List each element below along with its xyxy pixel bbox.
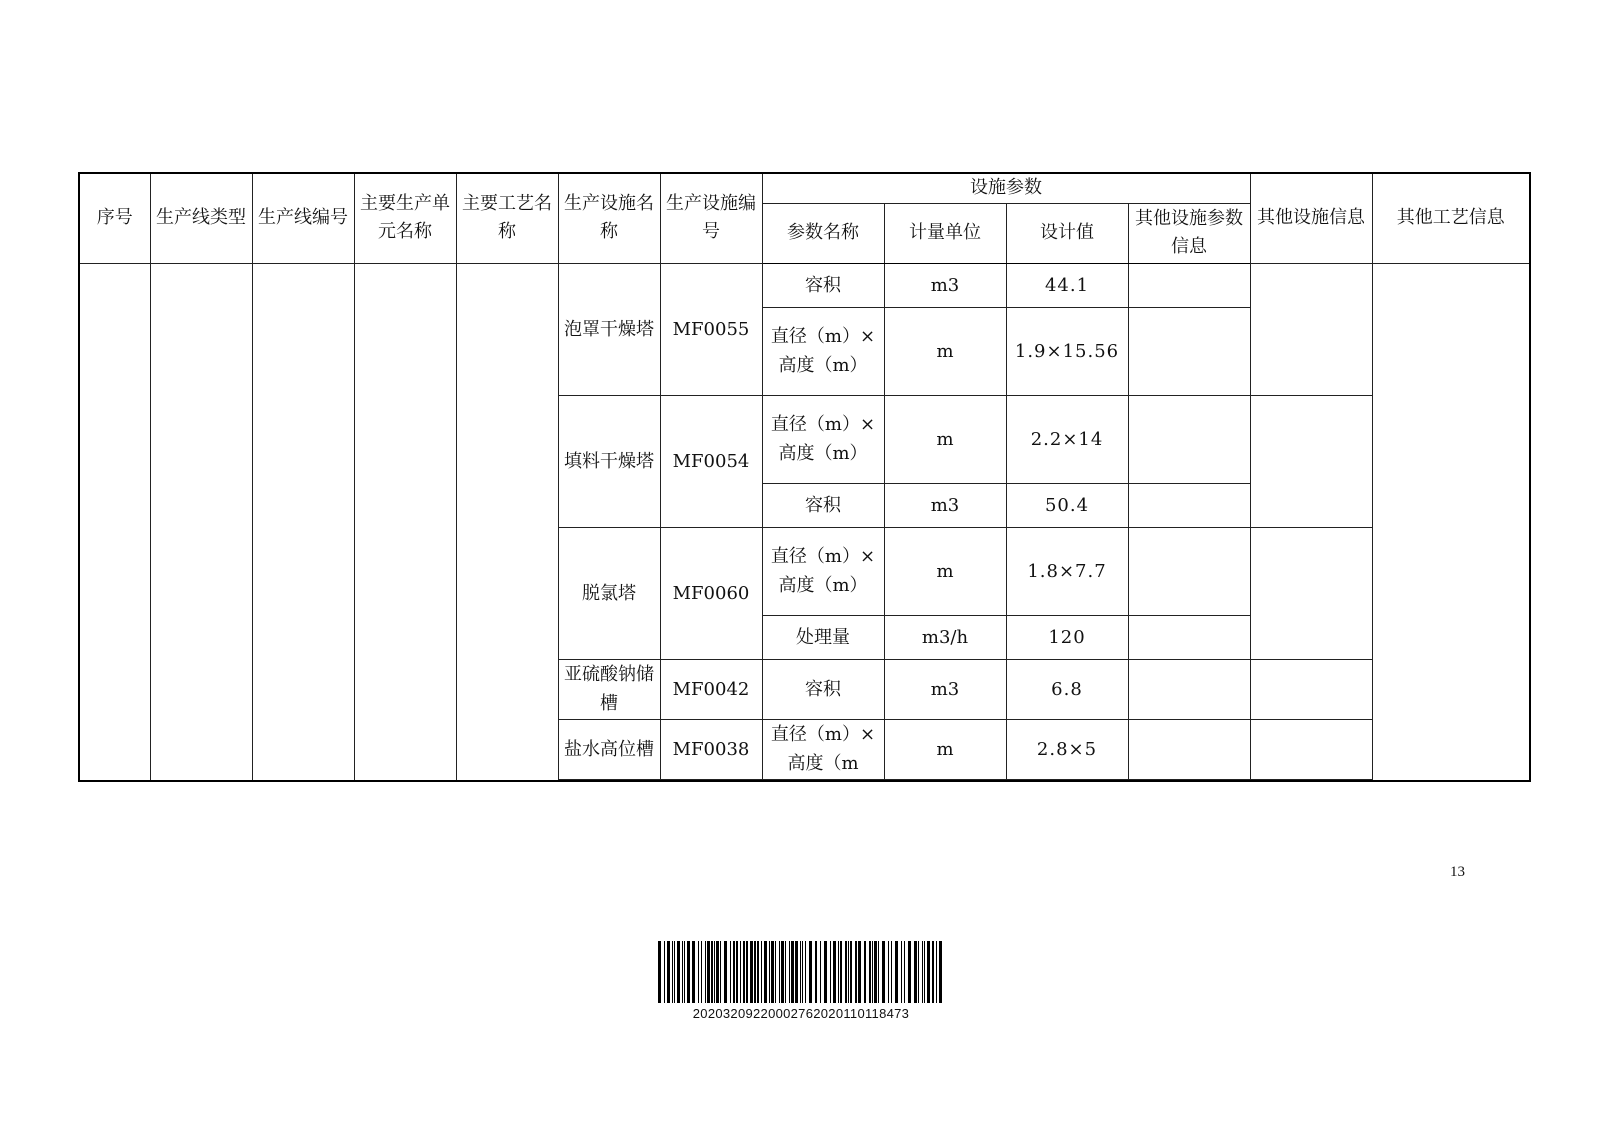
other-params-cell xyxy=(1128,395,1250,483)
header-facility-name: 生产设施名称 xyxy=(558,173,660,263)
param-name-cell: 直径（m）×高度（m xyxy=(762,719,884,779)
line-no-cell xyxy=(252,263,354,781)
facility-name-cell: 脱氯塔 xyxy=(558,527,660,659)
header-design-value: 设计值 xyxy=(1006,203,1128,263)
param-unit-cell: m xyxy=(884,395,1006,483)
facility-code-cell: MF0060 xyxy=(660,527,762,659)
facility-table xyxy=(78,172,1531,782)
param-value-cell: 6.8 xyxy=(1006,659,1128,719)
main-process-cell xyxy=(456,263,558,781)
header-params-group: 设施参数 xyxy=(762,173,1250,203)
other-params-cell xyxy=(1128,483,1250,527)
header-seq: 序号 xyxy=(79,173,150,263)
param-name-cell: 处理量 xyxy=(762,615,884,659)
facility-name-cell: 填料干燥塔 xyxy=(558,395,660,527)
param-value-cell: 1.8×7.7 xyxy=(1006,527,1128,615)
other-params-cell xyxy=(1128,659,1250,719)
param-name-cell: 直径（m）×高度（m） xyxy=(762,395,884,483)
param-unit-cell: m xyxy=(884,527,1006,615)
param-value-cell: 2.8×5 xyxy=(1006,719,1128,779)
header-main-unit: 主要生产单元名称 xyxy=(354,173,456,263)
facility-code-cell: MF0042 xyxy=(660,659,762,719)
page-number: 13 xyxy=(1450,864,1465,880)
header-line-no: 生产线编号 xyxy=(252,173,354,263)
other-params-cell xyxy=(1128,307,1250,395)
other-facility-cell xyxy=(1250,527,1372,659)
other-facility-cell xyxy=(1250,395,1372,527)
header-unit: 计量单位 xyxy=(884,203,1006,263)
param-unit-cell: m3 xyxy=(884,263,1006,307)
seq-cell xyxy=(79,263,150,781)
other-facility-cell xyxy=(1250,263,1372,395)
header-main-process: 主要工艺名称 xyxy=(456,173,558,263)
param-unit-cell: m3 xyxy=(884,659,1006,719)
header-other-params: 其他设施参数信息 xyxy=(1128,203,1250,263)
param-name-cell: 容积 xyxy=(762,263,884,307)
param-value-cell: 120 xyxy=(1006,615,1128,659)
header-param-name: 参数名称 xyxy=(762,203,884,263)
header-facility-code: 生产设施编号 xyxy=(660,173,762,263)
facility-code-cell: MF0055 xyxy=(660,263,762,395)
other-facility-cell xyxy=(1250,719,1372,779)
other-params-cell xyxy=(1128,527,1250,615)
header-other-process: 其他工艺信息 xyxy=(1372,173,1530,263)
table-row xyxy=(79,263,1530,307)
header-line-type: 生产线类型 xyxy=(150,173,252,263)
other-params-cell xyxy=(1128,263,1250,307)
main-unit-cell xyxy=(354,263,456,781)
param-name-cell: 直径（m）×高度（m） xyxy=(762,527,884,615)
param-value-cell: 2.2×14 xyxy=(1006,395,1128,483)
param-unit-cell: m3 xyxy=(884,483,1006,527)
facility-code-cell: MF0054 xyxy=(660,395,762,527)
param-value-cell: 50.4 xyxy=(1006,483,1128,527)
other-params-cell xyxy=(1128,615,1250,659)
param-unit-cell: m3/h xyxy=(884,615,1006,659)
barcode-graphic xyxy=(656,941,946,1003)
barcode-number: 20203209220002762020110118473 xyxy=(692,1006,910,1021)
param-value-cell: 1.9×15.56 xyxy=(1006,307,1128,395)
param-name-cell: 直径（m）×高度（m） xyxy=(762,307,884,395)
other-process-cell xyxy=(1372,263,1530,781)
facility-code-cell: MF0038 xyxy=(660,719,762,779)
facility-name-cell: 泡罩干燥塔 xyxy=(558,263,660,395)
param-name-cell: 容积 xyxy=(762,659,884,719)
facility-name-cell: 亚硫酸钠储槽 xyxy=(558,659,660,719)
param-name-cell: 容积 xyxy=(762,483,884,527)
facility-name-cell: 盐水高位槽 xyxy=(558,719,660,779)
param-value-cell: 44.1 xyxy=(1006,263,1128,307)
param-unit-cell: m xyxy=(884,307,1006,395)
header-other-facility: 其他设施信息 xyxy=(1250,173,1372,263)
line-type-cell xyxy=(150,263,252,781)
param-unit-cell: m xyxy=(884,719,1006,779)
other-params-cell xyxy=(1128,719,1250,779)
other-facility-cell xyxy=(1250,659,1372,719)
